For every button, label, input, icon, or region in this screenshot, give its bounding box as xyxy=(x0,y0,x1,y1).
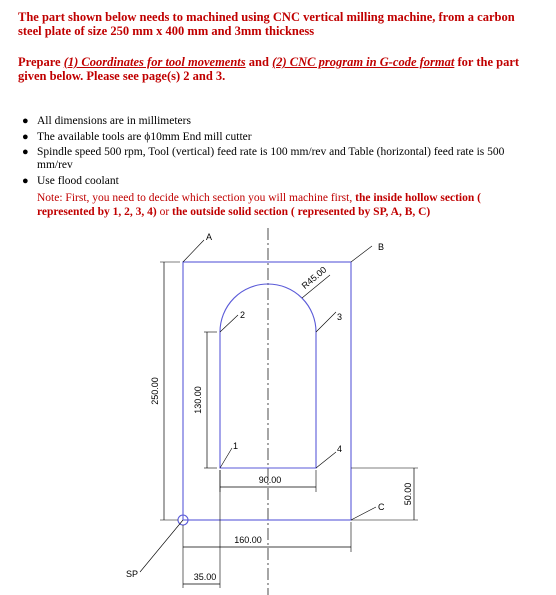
start-point-label: SP xyxy=(126,569,139,579)
part-drawing xyxy=(0,225,556,595)
note-outside-section: the outside solid section ( represented by SP, A, B, C) xyxy=(172,206,431,218)
extension-lines xyxy=(160,262,418,588)
list-item xyxy=(0,175,556,188)
list-item xyxy=(0,115,556,128)
list-item-text: Use flood coolant xyxy=(37,174,119,187)
list-item-text: The available tools are ϕ10mm End mill cutter xyxy=(37,130,252,143)
point-label-4: 4 xyxy=(337,444,343,454)
list-item xyxy=(0,146,556,172)
requirements-list xyxy=(0,115,556,190)
overall-height-dimension: 250.00 xyxy=(150,377,160,405)
task-suffix: for the part given below. Please see page(s) 2 and 3. xyxy=(18,55,520,83)
slot-width-dimension: 90.00 xyxy=(258,475,282,485)
dimension-lines xyxy=(164,262,414,584)
point-label-2: 2 xyxy=(240,310,246,320)
point-label-1: 1 xyxy=(233,441,239,451)
x-offset-dimension: 35.00 xyxy=(193,572,217,582)
gcode-task-link: (2) CNC program in G-code format xyxy=(272,55,455,69)
bullet-icon: ● xyxy=(22,115,29,127)
intro-paragraph xyxy=(18,10,538,38)
note-prefix: Note: First, you need to decide which section you will machine first, xyxy=(37,192,356,204)
leader-lines xyxy=(140,240,376,572)
slot-height-dimension: 130.00 xyxy=(193,386,203,414)
intro-text: The part shown below needs to machined using CNC vertical milling machine, from a carbon steel plate of size 250 mm x 400 mm and 3mm thickness xyxy=(18,10,515,38)
point-label-3: 3 xyxy=(337,312,343,322)
note-mid: or xyxy=(156,206,173,218)
list-item xyxy=(0,131,556,144)
bullet-icon: ● xyxy=(22,130,29,143)
coordinates-task-link: (1) Coordinates for tool movements xyxy=(63,55,246,69)
task-mid: and xyxy=(245,55,273,69)
task-prefix: Prepare xyxy=(18,55,64,69)
plate-width-dimension: 160.00 xyxy=(234,535,262,545)
point-label-b: B xyxy=(378,242,385,252)
list-item-text: Spindle speed 500 rpm, Tool (vertical) feed rate is 100 mm/rev and Table (horizontal) feed rate is 500 mm/rev xyxy=(37,146,505,171)
list-item-text: All dimensions are in millimeters xyxy=(37,115,191,127)
y-offset-dimension: 50.00 xyxy=(403,482,413,506)
bullet-icon: ● xyxy=(22,146,29,158)
note-inside-section: the inside hollow section ( represented by 1, 2, 3, 4) xyxy=(37,192,481,218)
point-label-c: C xyxy=(378,502,385,512)
task-paragraph xyxy=(18,55,538,83)
machining-note xyxy=(37,191,537,219)
point-label-a: A xyxy=(206,232,213,242)
radius-dimension: R45.00 xyxy=(299,264,329,291)
bullet-icon: ● xyxy=(22,174,29,187)
